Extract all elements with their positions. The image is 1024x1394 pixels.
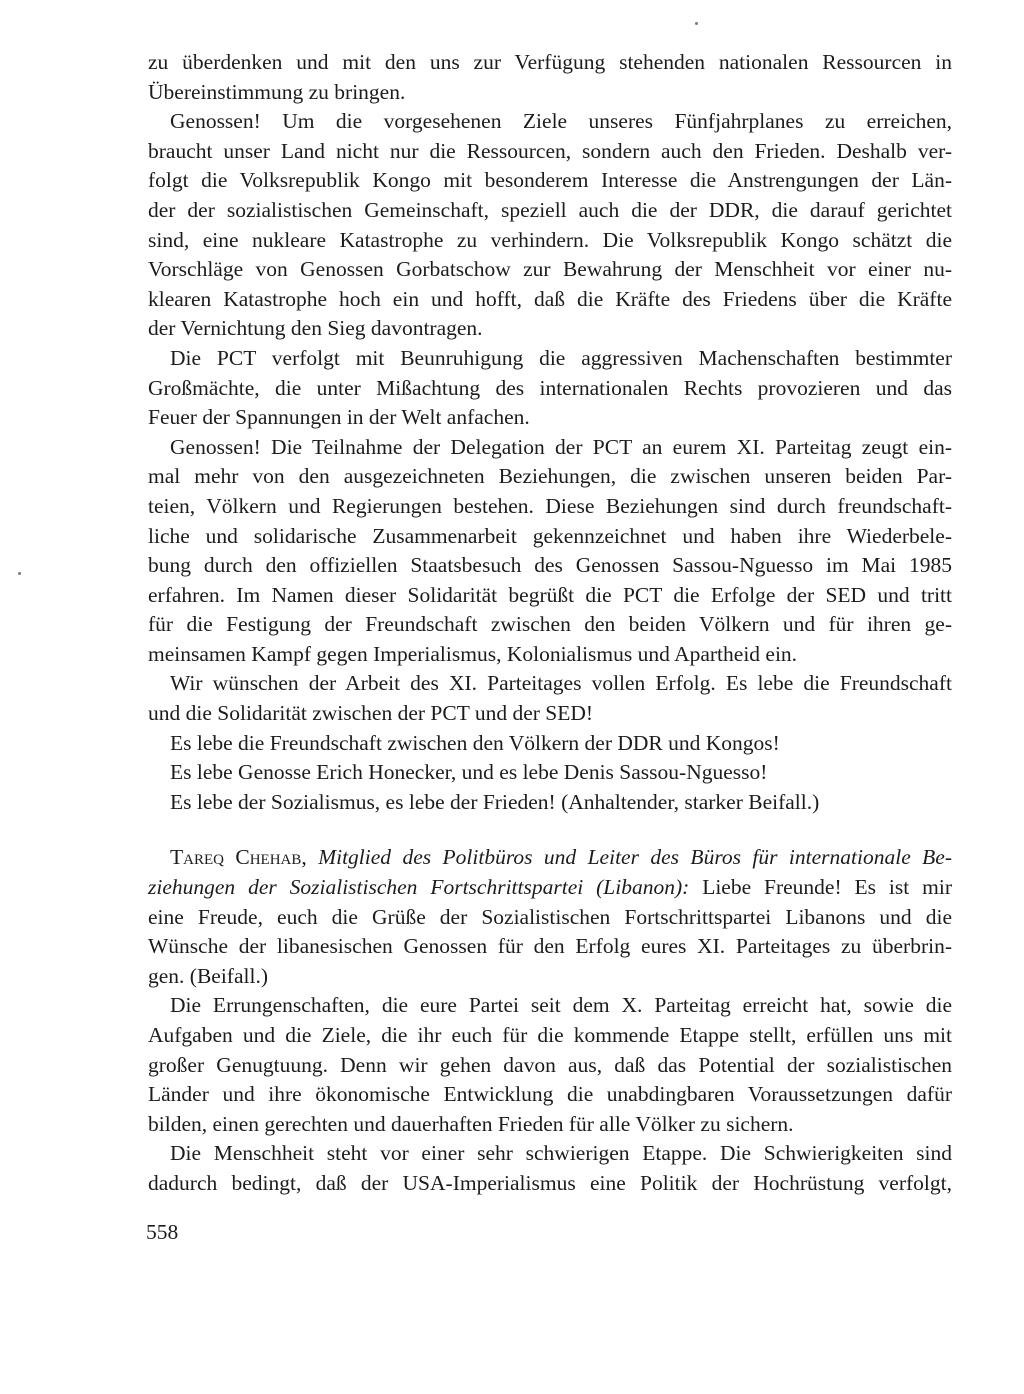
text-line: der Vernichtung den Sieg davontragen. <box>148 316 483 341</box>
text-line: gen. (Beifall.) <box>148 963 268 988</box>
speaker-name: Tareq Chehab, <box>170 845 307 870</box>
text-line: für die Festigung der Freundschaft zwischen den beiden Völkern und für ihren ge- <box>148 612 952 637</box>
page-number: 558 <box>146 1220 179 1244</box>
text-line: großer Genugtuung. Denn wir gehen davon aus, daß das Potential der sozialistischen <box>148 1052 952 1077</box>
text-line: Vorschläge von Genossen Gorbatschow zur Bewahrung der Menschheit vor einer nu- <box>148 257 952 282</box>
text-line: und die Solidarität zwischen der PCT und der SED! <box>148 701 594 726</box>
text-line: Wünsche der libanesischen Genossen für den Erfolg eures XI. Parteitages zu überbrin- <box>148 934 952 959</box>
text-line: Feuer der Spannungen in der Welt anfachen. <box>148 405 530 430</box>
text-line: bung durch den offiziellen Staatsbesuch des Genossen Sassou-Nguesso im Mai 1985 <box>148 553 952 578</box>
text-line: der der sozialistischen Gemeinschaft, speziell auch die der DDR, die darauf gerichtet <box>148 197 952 222</box>
speech-opening: Liebe Freunde! Es ist mir <box>702 875 952 900</box>
slogan-line: Es lebe Genosse Erich Honecker, und es lebe Denis Sassou-Nguesso! <box>170 760 768 785</box>
text-line: Die Errungenschaften, die eure Partei seit dem X. Parteitag erreicht hat, sowie die <box>170 993 952 1018</box>
text-line: braucht unser Land nicht nur die Ressourcen, sondern auch den Frieden. Deshalb ver- <box>148 138 952 163</box>
text-line: liche und solidarische Zusammenarbeit gekennzeichnet und haben ihre Wiederbele- <box>148 523 952 548</box>
slogan-line: Es lebe der Sozialismus, es lebe der Frieden! (Anhaltender, starker Beifall.) <box>170 789 820 814</box>
scan-speck-top <box>695 22 698 25</box>
slogan-line: Es lebe die Freundschaft zwischen den Völkern der DDR und Kongos! <box>170 730 780 755</box>
text-line: meinsamen Kampf gegen Imperialismus, Kolonialismus und Apartheid ein. <box>148 641 798 666</box>
text-line: folgt die Volksrepublik Kongo mit besonderem Interesse die Anstrengungen der Län- <box>148 168 952 193</box>
text-line: mal mehr von den ausgezeichneten Beziehungen, die zwischen unseren beiden Par- <box>148 464 952 489</box>
text-line: Länder und ihre ökonomische Entwicklung die unabdingbaren Voraussetzungen dafür <box>148 1082 952 1107</box>
text-line: Aufgaben und die Ziele, die ihr euch für die kommende Etappe stellt, erfüllen uns mit <box>148 1023 952 1047</box>
speaker-title-cont: ziehungen der Sozialistischen Fortschrittspartei (Libanon): <box>148 875 690 900</box>
text-line: Übereinstimmung zu bringen. <box>148 79 406 104</box>
text-line: Großmächte, die unter Mißachtung des internationalen Rechts provozieren und das <box>148 375 952 400</box>
text-line: Genossen! Die Teilnahme der Delegation der PCT an eurem XI. Parteitag zeugt ein- <box>170 434 952 459</box>
text-line: klearen Katastrophe hoch ein und hofft, daß die Kräfte des Friedens über die Kräfte <box>148 286 952 311</box>
text-line: Die PCT verfolgt mit Beunruhigung die aggressiven Machenschaften bestimmter <box>170 345 952 370</box>
text-line: Die Menschheit steht vor einer sehr schwierigen Etappe. Die Schwierigkeiten sind <box>170 1141 952 1166</box>
text-line: sind, eine nukleare Katastrophe zu verhindern. Die Volksrepublik Kongo schätzt die <box>148 227 952 252</box>
section-gap <box>148 817 952 843</box>
speaker-heading <box>148 843 952 873</box>
text-line: dadurch bedingt, daß der USA-Imperialismus eine Politik der Hochrüstung verfolgt, <box>148 1170 952 1195</box>
page-text-block <box>148 48 952 1199</box>
text-line: Wir wünschen der Arbeit des XI. Parteitages vollen Erfolg. Es lebe die Freundschaft <box>170 671 952 696</box>
text-line: Genossen! Um die vorgesehenen Ziele unseres Fünfjahrplanes zu erreichen, <box>170 109 952 134</box>
scan-speck-left <box>18 572 21 575</box>
text-line: zu überdenken und mit den uns zur Verfügung stehenden nationalen Ressourcen in <box>148 50 952 74</box>
text-line: erfahren. Im Namen dieser Solidarität begrüßt die PCT die Erfolge der SED und tritt <box>148 582 952 607</box>
speaker-title: Mitglied des Politbüros und Leiter des Büros für internationale Be- <box>318 845 952 870</box>
text-line: eine Freude, euch die Grüße der Sozialistischen Fortschrittspartei Libanons und die <box>148 904 952 929</box>
speaker-heading-cont <box>148 873 952 903</box>
text-line: teien, Völkern und Regierungen bestehen. Diese Beziehungen sind durch freundschaft- <box>148 493 952 518</box>
text-line: bilden, einen gerechten und dauerhaften Frieden für alle Völker zu sichern. <box>148 1111 794 1136</box>
